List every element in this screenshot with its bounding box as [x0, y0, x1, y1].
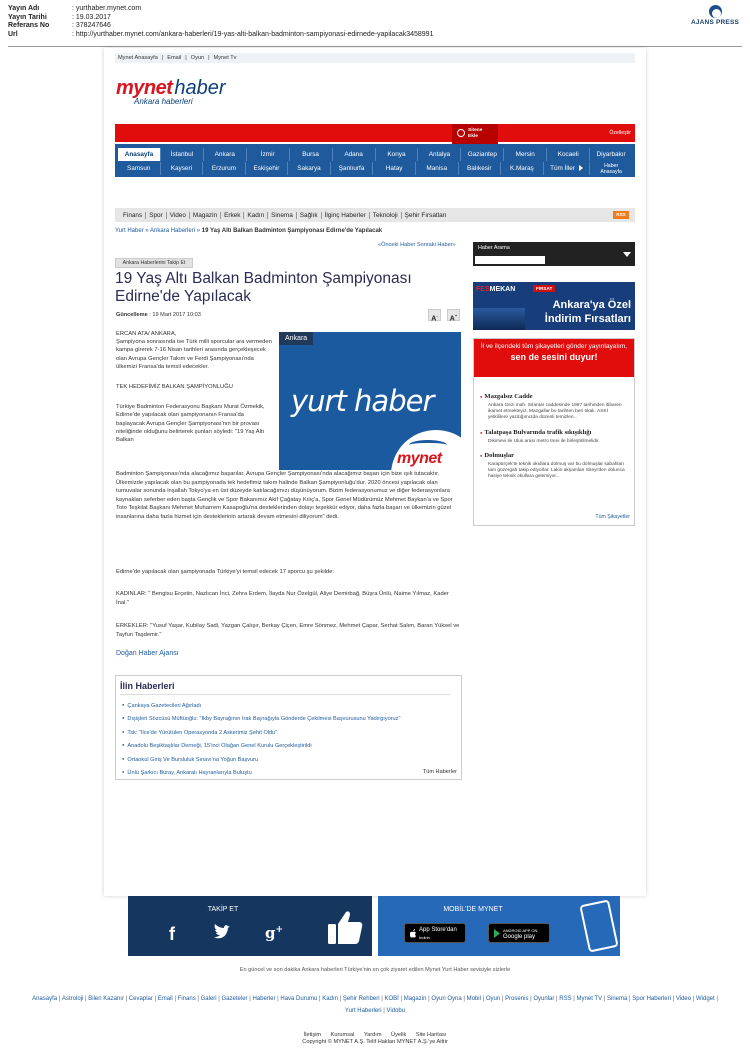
separator: | — [185, 55, 187, 61]
updated-label: Güncelleme — [116, 312, 148, 318]
list-item[interactable]: ● Çankaya Gazetecileri Ağırladı — [122, 699, 461, 712]
follow-title: TAKİP ET — [207, 906, 239, 913]
top-link-anasayfa[interactable]: Mynet Anasayfa — [118, 55, 158, 61]
city-tab[interactable]: Konya — [376, 148, 419, 161]
promo-banner[interactable] — [473, 282, 635, 330]
all-complaints-link[interactable]: Tüm Şikayetler — [595, 514, 630, 520]
complaint-desc: Karapürçek'te teknik okullara dolmuş var bu dolmuşlar sabahları tam güzergah takip ediyorlar. Lakin akşamları Siteyi'den dolunca hasiye teknik okullara gelemiyor... — [488, 461, 625, 480]
rss-button[interactable]: RSS — [613, 211, 629, 219]
bottom-link[interactable]: Yardım — [363, 1032, 382, 1038]
local-news-box — [115, 675, 462, 780]
category-link[interactable]: Video — [167, 212, 190, 219]
list-item[interactable]: ● Dışişleri Sözcüsü Müftüoğlu: "Ikby Bayrağının Irak Bayrağıyla Gönderde Çekilmesi Başvurusunu Yadırgıyoruz" — [122, 712, 461, 725]
font-size-controls — [428, 309, 460, 321]
city-tab[interactable]: Gaziantep — [461, 148, 504, 161]
footer-link[interactable]: Hava Durumu | — [280, 996, 322, 1002]
meta-value: : http://yurthaber.mynet.com/ankara-haberleri/19-yas-alti-balkan-badminton-sampiyonasi-edirnede-yapilacak3458991 — [72, 30, 434, 38]
meta-value: : yurthaber.mynet.com — [72, 5, 142, 12]
city-tab[interactable]: Diyarbakır — [596, 151, 626, 158]
footer-link[interactable]: Kadın | — [322, 996, 343, 1002]
city-tab-anasayfa[interactable]: Anasayfa — [118, 148, 161, 161]
complaints-box — [473, 338, 635, 526]
city-tab[interactable]: Ankara — [204, 148, 247, 161]
separator: | — [161, 55, 164, 61]
city-tab[interactable]: Mersin — [504, 148, 547, 161]
article-paragraph: ERCAN ATA/ ANKARA, Şampiyona sonrasında ise Türk milli sporcular ara vermeden kampa girerek 7-16 Nisan tarihleri arasında gerçekleşecek olan Avrupa Gençler Takım ve Ferdi Şampiyonası'nda ülkemizi Fransa'da temsil edecekler. — [116, 331, 272, 370]
follow-panel — [128, 896, 372, 956]
google-play-label: Google play — [503, 934, 536, 940]
breadcrumb-current: 19 Yaş Altı Balkan Badminton Şampiyonası Edirne'de Yapılacak — [201, 228, 383, 234]
complaint-desc: Dikimevi ile Ulus arası metro treni ile birleştirilmelidir. — [488, 438, 600, 444]
red-bar — [115, 124, 635, 142]
bottom-link[interactable]: Kurumsal — [330, 1032, 355, 1038]
complaint-title: ● Talatpaşa Bulvarında trafik sıkışıklığı — [480, 429, 628, 436]
complaints-head-1: İl ve ilçendeki tüm şikayetleri gönder yayınlayalım, — [480, 343, 628, 350]
article-paragraph: Badminton Şampiyonası'nda alacağımız başarılar, Avrupa Gençler Şampiyonası'nda alacağımız başarı için bize ışık tutacaktır. Ülkemizde yapılacak olan bu şampiyonada tek hedefimiz takım halinde Balkan Şampiyonluğu'dur. 2020 öncesi yapılacak olan turnuvalar sonunda inşallah Tokyo'ya en üst düzeyde katılacağımızı düşünüyorum. Bizim federasyonumuz ve diğer federasyonlara kaynakları seferber eden başta Gençlik ve Spor Bakanımız Akif Çağatay Kılıç'a, Spor Genel Müdürümüz Mehmet Baykan'a ve Spor Toto Teşkilat Başkanı Mehmet Muharrem Kasapoğlu'na desteklerinden dolayı teşekkür ediyor, daha fazla başarı ve ülkemizin güzel insanlarına daha fazla hizmet için desteklerinin artarak devam etmesini diliyorum" dedi. — [116, 471, 453, 520]
category-link[interactable]: Teknoloji — [370, 212, 402, 219]
top-links — [115, 53, 635, 63]
article-paragraph: Edirne'de yapılacak olan şampiyonada Türkiye'yi temsil edecek 17 sporcu şu şekilde: — [116, 569, 334, 575]
complaint-title: ● Mazgalsız Cadde — [480, 393, 628, 400]
facebook-icon[interactable]: f — [169, 924, 175, 944]
list-item[interactable]: ● Anadolu Beşiktaşlılar Derneği, 15'inci Olağan Genel Kurulu Gerçekleştirildi — [122, 739, 461, 752]
copyright: Copyright © MYNET A.Ş. Telif Hakları MYNET A.Ş.'ye Aittir — [302, 1039, 448, 1045]
complaints-header[interactable] — [474, 339, 634, 377]
category-link[interactable]: Spor — [146, 212, 167, 219]
prev-next-links[interactable]: «Önceki Haber Sonraki Haber» — [378, 242, 456, 248]
customize-link[interactable]: Özelleştir — [609, 130, 631, 136]
promo-line2: İndirim Fırsatları — [544, 313, 631, 325]
firsat-badge: FIRSAT — [533, 285, 555, 292]
city-row-1 — [118, 148, 632, 161]
mynet-haber-logo[interactable] — [116, 77, 226, 106]
triangle-right-icon — [579, 165, 583, 171]
complaints-head-2: sen de sesini duyur! — [510, 352, 598, 362]
google-play-small: ANDROID APP ON — [503, 928, 538, 933]
add-to-site-line1: Sitene — [468, 128, 483, 133]
footer-link[interactable]: Video | — [676, 996, 696, 1002]
footer-link[interactable]: Oyun Oyna | — [431, 996, 466, 1002]
footer-link[interactable]: Spor Haberleri | — [632, 996, 676, 1002]
article-paragraph: TEK HEDEFİMİZ BALKAN ŞAMPİYONLUĞU — [116, 384, 233, 391]
footer-bottom — [0, 1032, 750, 1045]
article-paragraph: KADINLAR: " Bengisu Erçetin, Nazlıcan İnci, Zehra Erdem, İlayda Nur Özelgül, Aliye Demirbağ, Büşra Ünlü, Naime Yılmaz, Kader İnal." — [116, 591, 449, 606]
category-link[interactable]: Sağlık — [297, 212, 322, 219]
footer-link[interactable]: Anasayfa | — [32, 996, 62, 1002]
breadcrumb-ankara[interactable]: Ankara Haberleri — [150, 228, 196, 234]
broadcast-icon — [457, 129, 465, 137]
complaint-item[interactable] — [474, 452, 634, 481]
triangle-down-icon[interactable] — [623, 252, 631, 257]
category-link[interactable]: Finans — [120, 212, 146, 219]
city-tab[interactable]: Kayseri — [161, 162, 204, 175]
city-tab[interactable]: Manisa — [416, 162, 459, 175]
play-icon — [493, 929, 501, 938]
category-link[interactable]: Magazin — [190, 212, 221, 219]
footer-link[interactable]: RSS | — [559, 996, 576, 1002]
news-home-link[interactable] — [590, 162, 632, 175]
footer-link[interactable]: Cevaplar | — [129, 996, 158, 1002]
skyline-image — [473, 308, 525, 330]
font-increase-button[interactable]: A+ — [447, 309, 460, 321]
app-store-button[interactable] — [404, 923, 466, 943]
complaint-title: ● Dolmuşlar — [480, 452, 628, 459]
local-news-list — [122, 699, 461, 779]
meta-value: : 19.03.2017 — [72, 13, 111, 21]
search-input[interactable] — [475, 256, 545, 264]
article-image — [279, 332, 461, 470]
updated-value: : 19 Mart 2017 10:03 — [147, 312, 201, 318]
add-to-site-line2: Ekle — [468, 134, 478, 139]
news-home-line1: Haber — [604, 163, 619, 169]
footer-link[interactable]: Gazeteler | — [222, 996, 253, 1002]
mobile-panel — [378, 896, 620, 956]
list-item[interactable]: ● Ortaokul Giriş Ve Bursluluk Sınavı'na Yoğun Başvuru — [122, 753, 461, 766]
news-search — [473, 242, 635, 266]
city-tab[interactable]: Antalya — [418, 148, 461, 161]
footer-link[interactable]: Haberler | — [252, 996, 280, 1002]
follow-button[interactable]: Ankara Haberlerini Takip Et — [115, 258, 193, 268]
mynet-arc — [409, 440, 447, 450]
category-link[interactable]: Sinema — [268, 212, 297, 219]
list-item[interactable]: ● Ünlü Şarkıcı Buray, Ankaralı Hayranlarıyla Buluştu — [122, 766, 461, 779]
top-link-oyun[interactable]: Oyun — [190, 55, 205, 61]
footer-link[interactable]: Vidobu — [386, 1008, 406, 1014]
logo-mynet: mynet — [116, 77, 173, 99]
top-link-email[interactable]: Email — [167, 55, 182, 61]
complaint-item[interactable] — [474, 393, 634, 422]
divider — [8, 46, 742, 47]
article-paragraph: Türkiye Badminton Federasyonu Başkanı Murat Özmekik, Edirne'de yapılacak olan şampiyonanın Fransa'da başlayacak Avrupa Gençler Şampiyonası'nın bir provası niteliğinde olduğunu belirterek şunları söyledi: "19 Yaş Altı Balkan — [116, 404, 265, 444]
footer-link[interactable]: Yurt Haberleri | — [345, 1008, 387, 1014]
phone-icon — [579, 899, 618, 952]
breadcrumb-sep: » — [195, 228, 202, 234]
footer-link[interactable]: Finans | — [178, 996, 201, 1002]
footer-links — [26, 993, 724, 1017]
footer-link[interactable]: Astroloji | — [62, 996, 88, 1002]
city-tab[interactable]: Erzurum — [203, 162, 246, 175]
footer-link[interactable]: KOBİ | — [384, 996, 403, 1002]
local-news-title: İlin Haberleri — [120, 681, 450, 695]
city-tab[interactable]: İstanbul — [161, 148, 204, 161]
promo-line1: Ankara'ya Özel — [552, 299, 631, 311]
footer-link[interactable]: Sinema | — [607, 996, 632, 1002]
city-tab[interactable]: Adana — [333, 148, 376, 161]
app-store-sub: İndirin — [419, 935, 430, 940]
add-to-site-button[interactable] — [452, 124, 498, 144]
press-meta — [8, 5, 433, 39]
category-link[interactable]: İlginç Haberler — [322, 212, 370, 219]
footer-link[interactable]: Bilen Kazanır | — [88, 996, 129, 1002]
footer-link[interactable]: Şehir Rehberi | — [343, 996, 385, 1002]
footer-link[interactable]: Widget | — [696, 996, 718, 1002]
category-link[interactable]: Kadın — [244, 212, 268, 219]
category-link[interactable]: Erkek — [221, 212, 244, 219]
mobile-title: MOBİL'DE MYNET — [443, 906, 503, 913]
footer-link[interactable]: Prosenis | — [505, 996, 533, 1002]
festmekan-logo: FESMEKAN — [476, 286, 516, 293]
footer-link[interactable]: Galeri | — [201, 996, 222, 1002]
meta-key: Yayın Adı — [8, 5, 40, 12]
list-item[interactable]: ● Tsk: "Ilce'de Yürütülen Operasyonda 2 Askerimiz Şehit Oldu" — [122, 726, 461, 739]
yurt-haber-wordmark: yurt haber — [291, 384, 434, 418]
city-tab[interactable]: Bursa — [290, 148, 333, 161]
complaint-desc: Ankara Gezi mah. Sılantar caddesinde 1967 tarihinden itibaren ikamet etmekteyiz. Mazgallar bu tarihten beri tıkalı. ASKİ yetkililere yazdığımızda düzenli temizlen... — [488, 403, 622, 421]
logo-haber: haber — [174, 77, 226, 99]
twitter-icon[interactable] — [208, 924, 236, 945]
breadcrumb-sep: » — [143, 228, 151, 234]
category-link[interactable]: Şehir Fırsatları — [404, 211, 447, 219]
city-row-2 — [118, 162, 632, 175]
ajans-press-logo — [688, 5, 742, 26]
ajans-press-text: AJANS PRESS — [690, 19, 740, 26]
press-header — [8, 5, 742, 45]
city-tab[interactable]: Şanlıurfa — [331, 162, 374, 175]
city-tab[interactable]: Samsun — [118, 162, 161, 175]
meta-key: Url — [8, 30, 18, 38]
globe-icon — [709, 5, 722, 18]
article-intro — [116, 330, 274, 452]
breadcrumb — [115, 228, 382, 234]
bottom-links — [0, 1032, 750, 1038]
app-store-label: App Store'dan — [419, 927, 457, 933]
google-plus-icon[interactable]: g+ — [264, 924, 284, 942]
all-news-link[interactable]: Tüm Haberler — [422, 769, 457, 775]
footer-tagline: En güncel ve son dakika Ankara haberleri Türkiye'nin en çok ziyaret edilen Mynet Yurt Haber sevisiyle sizlerle — [239, 967, 511, 973]
city-nav — [115, 144, 635, 177]
footer-link[interactable]: Email | — [158, 996, 178, 1002]
mynet-wordmark: mynet — [397, 450, 442, 467]
news-home-line2: Anasayfa — [600, 169, 622, 175]
article-title: 19 Yaş Altı Balkan Badminton Şampiyonası Edirne'de Yapılacak — [115, 270, 412, 305]
image-tag: Ankara — [279, 332, 313, 345]
font-decrease-button[interactable]: A- — [428, 309, 441, 321]
city-tab[interactable]: İzmir — [247, 148, 290, 161]
footer-link[interactable]: Oyunlar | — [533, 996, 559, 1002]
google-play-button[interactable] — [488, 923, 550, 943]
breadcrumb-yurt-haber[interactable]: Yurt Haber — [115, 228, 144, 234]
meta-value: : 378247646 — [72, 22, 111, 30]
footer-link[interactable]: Oyun | — [486, 996, 505, 1002]
footer-link[interactable]: Magazin | — [404, 996, 432, 1002]
all-cities-dropdown[interactable] — [544, 162, 591, 175]
city-tab[interactable]: Eskişehir — [246, 162, 289, 175]
top-link-mynet-tv[interactable]: Mynet Tv — [213, 55, 237, 61]
city-tab[interactable]: K.Maraş — [501, 162, 544, 175]
article-source[interactable]: Doğan Haber Ajansı — [116, 650, 179, 657]
city-tab[interactable]: Sakarya — [288, 162, 331, 175]
all-cities-label: Tüm İller — [550, 165, 575, 172]
meta-key: Yayın Tarihi — [8, 13, 47, 21]
thumbs-up-icon[interactable] — [326, 908, 364, 946]
city-tab[interactable]: Hatay — [373, 162, 416, 175]
apple-icon — [409, 929, 417, 938]
footer-link[interactable]: Mobil | — [467, 996, 486, 1002]
logo-subtitle: Ankara haberleri — [134, 97, 193, 106]
bottom-link[interactable]: Üyelik — [391, 1032, 407, 1038]
search-label: Haber Arama — [478, 245, 510, 251]
category-bar — [115, 208, 635, 222]
dateline — [116, 312, 201, 318]
footer-link[interactable]: Mynet TV | — [577, 996, 607, 1002]
article-paragraph: ERKEKLER: "Yusuf Yaşar, Kubilay Sadi, Yazgan Çalışır, Berkay Çiçen, Emre Sönmez, Mehmet Çapar, Serhat Salım, Baran Yüksel ve Tayfun Taşdemir." — [116, 623, 460, 638]
meta-key: Referans No — [8, 22, 50, 30]
city-tab[interactable]: Balıkesir — [459, 162, 502, 175]
complaint-item[interactable] — [474, 429, 634, 445]
bottom-link[interactable]: Site Haritası — [415, 1032, 447, 1038]
bottom-link[interactable]: İletişim — [303, 1032, 322, 1038]
city-tab[interactable]: Kocaeli — [547, 148, 590, 161]
separator: | — [208, 55, 210, 61]
